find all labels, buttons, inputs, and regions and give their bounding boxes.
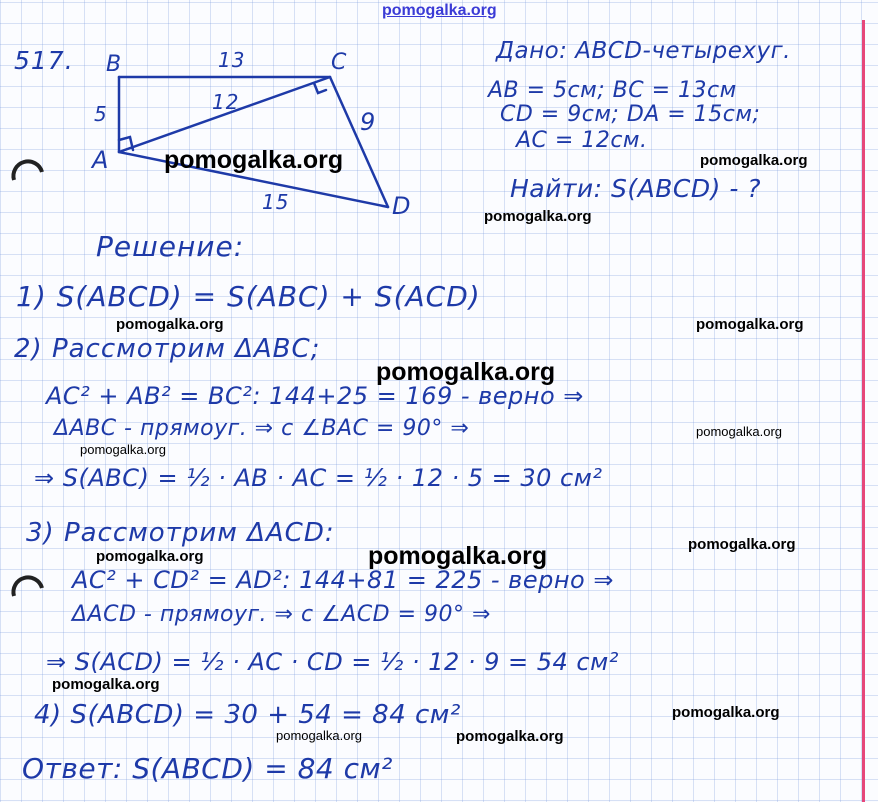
answer-line: Ответ: S(ABCD) = 84 см² [22, 752, 393, 785]
solution-step-3-title: 3) Рассмотрим ΔACD: [26, 518, 335, 548]
vertex-label-a: A [92, 146, 110, 174]
given-line-4: AC = 12см. [516, 128, 648, 153]
watermark-text: pomogalka.org [80, 442, 166, 457]
solution-step-2-conclusion: ΔABC - прямоуг. ⇒ с ∠BAC = 90° ⇒ [54, 416, 470, 441]
watermark-text: pomogalka.org [688, 536, 796, 553]
length-ad: 15 [262, 190, 290, 214]
watermark-text: pomogalka.org [52, 676, 160, 693]
solution-heading: Решение: [96, 230, 245, 263]
find-line: Найти: S(ABCD) - ? [510, 174, 762, 203]
watermark-text: pomogalka.org [368, 542, 548, 570]
vertex-label-b: B [106, 52, 123, 77]
solution-step-3-area: ⇒ S(ACD) = ½ · AC · CD = ½ · 12 · 9 = 54 см² [46, 648, 619, 676]
solution-step-3-conclusion: ΔACD - прямоуг. ⇒ с ∠ACD = 90° ⇒ [72, 602, 491, 627]
length-cd: 9 [360, 108, 377, 136]
right-angle-mark-c [314, 83, 326, 93]
vertex-label-d: D [392, 192, 412, 220]
solution-step-2-area: ⇒ S(ABC) = ½ · AB · AC = ½ · 12 · 5 = 30 см² [34, 464, 603, 492]
length-ac: 12 [212, 90, 240, 114]
given-line-1: Дано: ABCD-четырехуг. [496, 38, 791, 64]
watermark-text: pomogalka.org [484, 208, 592, 225]
problem-number: 517. [14, 46, 74, 75]
solution-step-3-equation: AC² + CD² = AD²: 144+81 = 225 - верно ⇒ [72, 566, 614, 594]
watermark-text: pomogalka.org [116, 316, 224, 333]
watermark-text: pomogalka.org [276, 728, 362, 743]
watermark-text: pomogalka.org [376, 358, 556, 386]
given-line-2: AB = 5см; BC = 13см [488, 78, 737, 103]
site-title[interactable]: pomogalka.org [382, 2, 497, 19]
length-bc: 13 [218, 48, 246, 72]
watermark-text: pomogalka.org [700, 152, 808, 169]
solution-step-1: 1) S(ABCD) = S(ABC) + S(ACD) [16, 280, 481, 313]
watermark-text: pomogalka.org [696, 424, 782, 439]
watermark-text: pomogalka.org [696, 316, 804, 333]
vertex-label-c: C [331, 50, 348, 75]
solution-step-4: 4) S(ABCD) = 30 + 54 = 84 см² [34, 700, 461, 730]
watermark-text: pomogalka.org [456, 728, 564, 745]
watermark-text: pomogalka.org [672, 704, 780, 721]
length-ab: 5 [94, 102, 108, 126]
watermark-text: pomogalka.org [96, 548, 204, 565]
solution-step-2-title: 2) Рассмотрим ΔABC; [14, 334, 321, 364]
solution-step-2-equation: AC² + AB² = BC²: 144+25 = 169 - верно ⇒ [46, 382, 584, 410]
segment-cd [330, 77, 388, 207]
watermark-text: pomogalka.org [164, 146, 344, 174]
segment-ac [119, 77, 330, 152]
given-line-3: CD = 9см; DA = 15см; [500, 102, 761, 127]
